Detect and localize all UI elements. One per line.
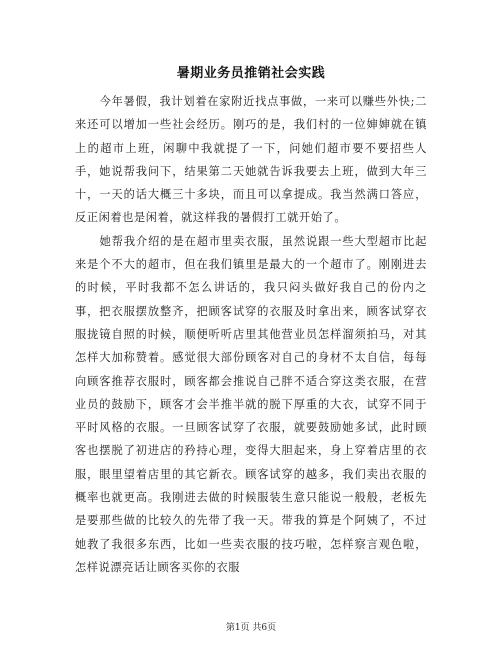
page-number: 第1页 共6页	[225, 623, 277, 633]
paragraph-2: 她帮我介绍的是在超市里卖衣服，虽然说跟一些大型超市比起来是个不大的超市，但在我们镇里是最大的一个超市了。刚刚进去的时候，平时我都不怎么讲话的，我只闷头做好我自己的份内之事，把衣服摆放整齐，把顾客试穿的衣服及时拿出来，顾客试穿衣服拢镜自照的时候，顺便听听店里其他营业员怎样溜须拍马，对其怎样大加称赞着。感觉很大部份顾客对自己的身材不太自信，每每向顾客推荐衣服时，顾客都会推说自己胖不适合穿这类衣服，在营业员的鼓励下，顾客才会半推半就的脱下厚重的大衣，试穿不同于平时风格的衣服。一旦顾客试穿了衣服，就要鼓励她多试，此时顾客也摆脱了初进店的矜持心理，变得大胆起来，身上穿着店里的衣服，眼里望着店里的其它新衣。顾客试穿的越多，我们卖出衣服的概率也就更高。我刚进去做的时候服装生意只能说一般般，老板先是要那些做的比较久的先带了我一天。带我的算是个阿姨了，不过她教了我很多东西，比如一些卖衣服的技巧啦，怎样察言观色啦，怎样说漂亮话让顾客买你的衣服	[75, 234, 427, 574]
document-body	[75, 90, 427, 579]
document-title: 暑期业务员推销社会实践	[176, 66, 326, 81]
paragraph-1: 今年暑假，我计划着在家附近找点事做，一来可以赚些外快;二来还可以增加一些社会经历。刚巧的是，我们村的一位婶婶就在镇上的超市上班，闲聊中我就提了一下，问她们超市要不要招些人手，她说帮我问下，结果第二天她就告诉我要去上班，做到大年三十，一天的话大概三十多块，而且可以拿提成。我当然满口答应，反正闲着也是闲着，就这样我的暑假打工就开始了。	[75, 95, 427, 225]
